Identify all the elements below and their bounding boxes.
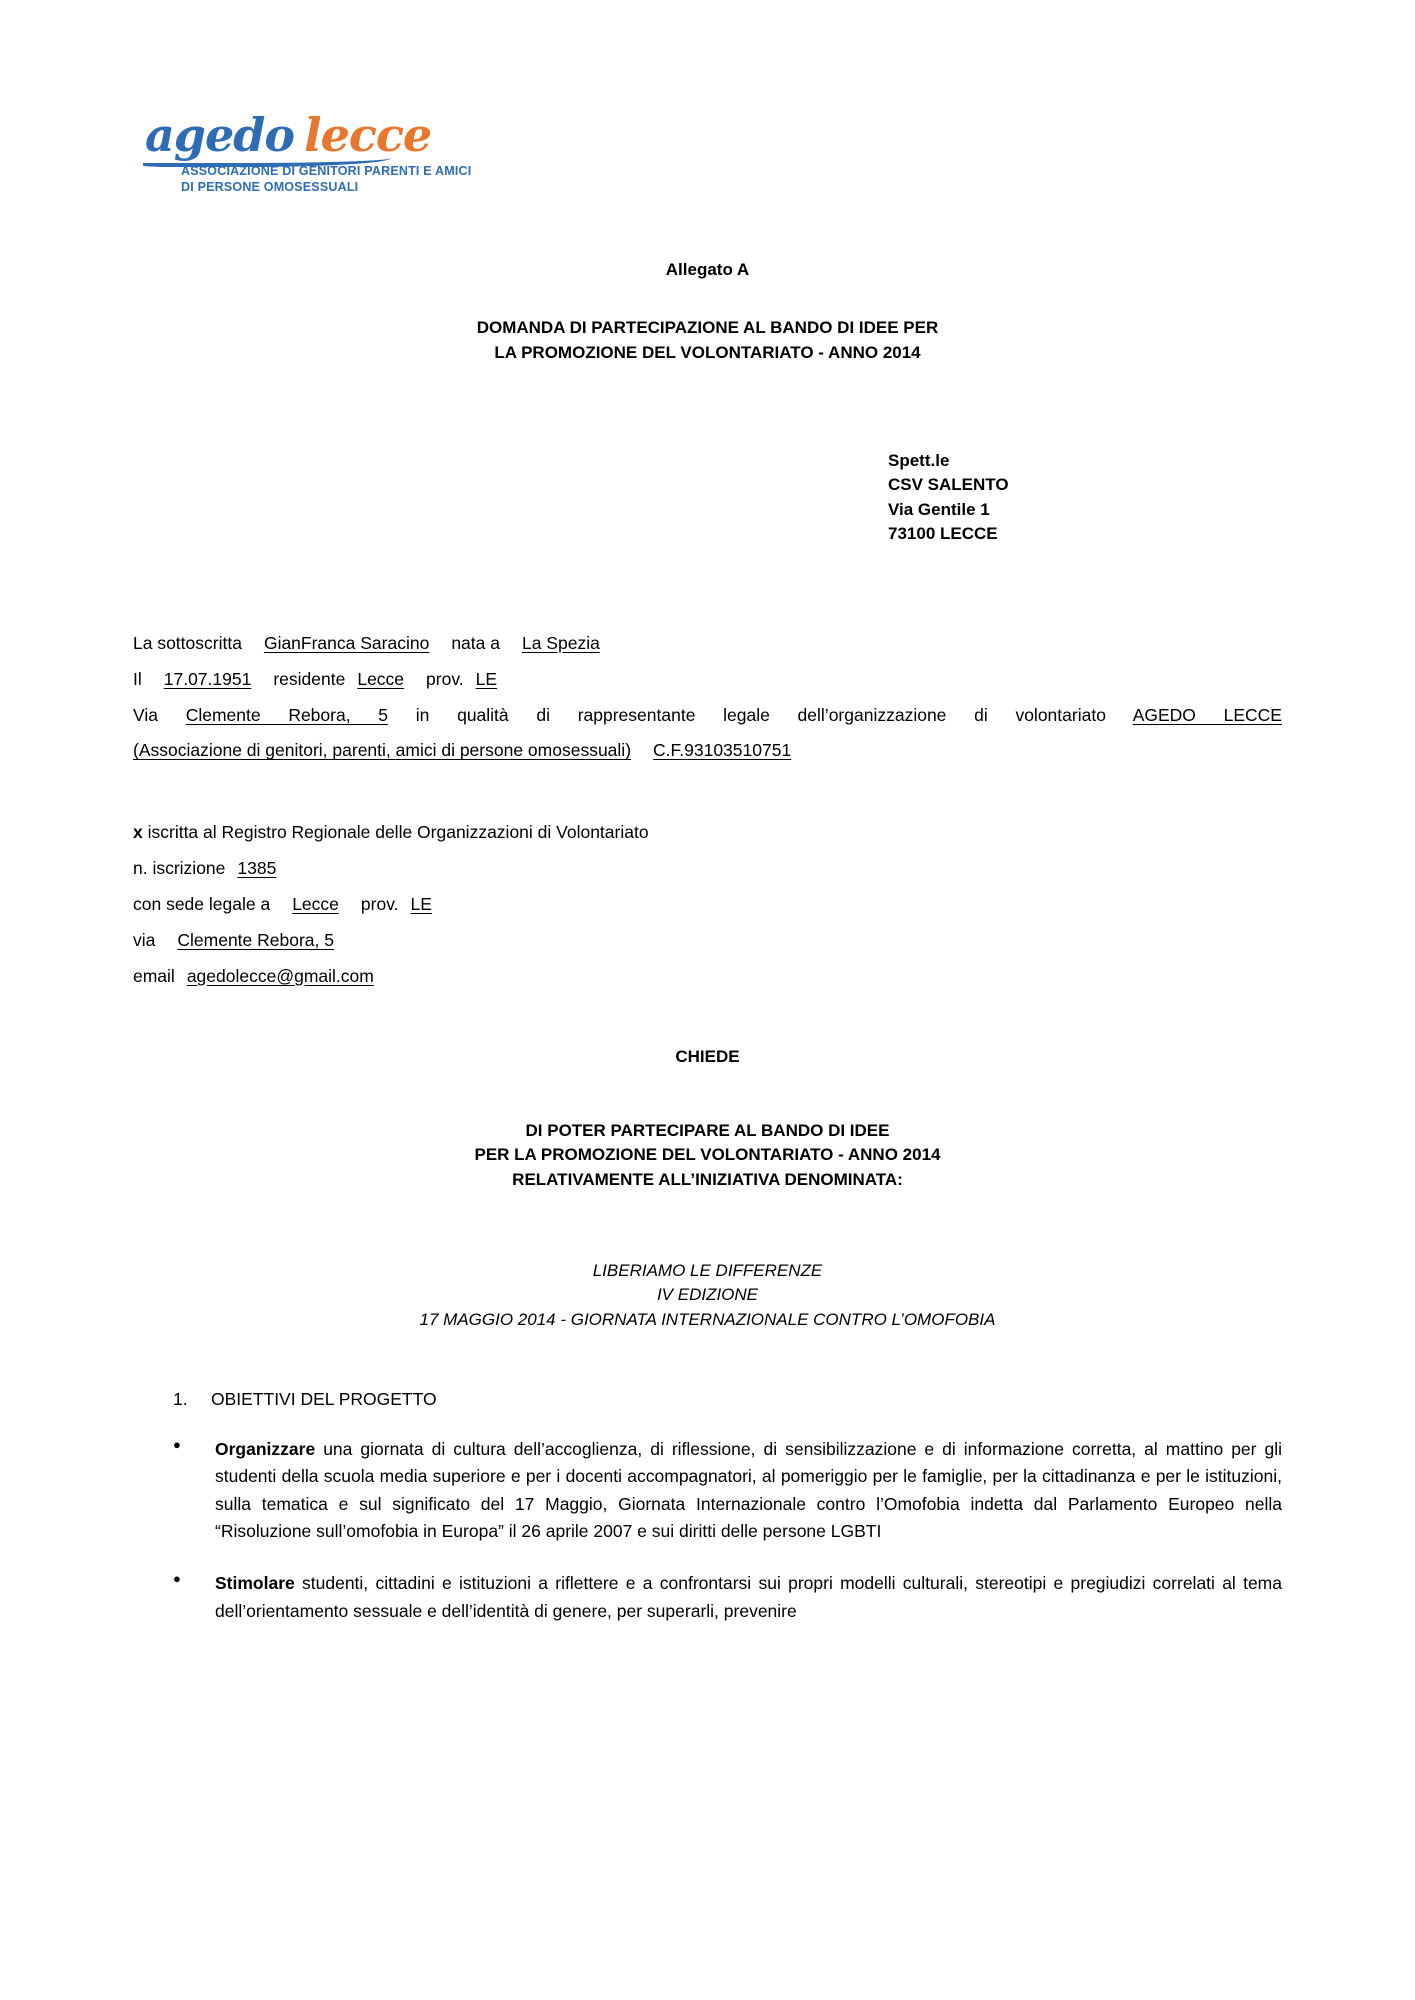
registry-enrollment-line: [133, 815, 1282, 851]
request-line-3: RELATIVAMENTE ALL’INIZIATIVA DENOMINATA:: [512, 1169, 903, 1189]
objectives-list: [133, 1436, 1282, 1626]
value-email: agedolecce@gmail.com: [186, 965, 374, 986]
applicant-details: [133, 626, 1282, 770]
section-heading-text: OBIETTIVI DEL PROGETTO: [211, 1388, 437, 1409]
logo-subtitle-line2: DI PERSONE OMOSESSUALI: [181, 180, 359, 194]
label-nata-a: nata a: [451, 632, 500, 653]
initiative-line-1: LIBERIAMO LE DIFFERENZE: [592, 1260, 823, 1280]
logo-word-agedo: agedo: [145, 108, 295, 162]
value-organization-name: AGEDO LECCE: [1132, 704, 1282, 725]
organization-logo: [133, 0, 1282, 224]
registry-street-line: [133, 923, 1282, 959]
list-item: [173, 1436, 1282, 1547]
label-qualita: in qualità di rappresentante legale dell’organizzazione di volontariato: [415, 704, 1106, 725]
label-prov: prov.: [426, 668, 464, 689]
registry-details: [133, 815, 1282, 994]
value-seat-street: Clemente Rebora, 5: [177, 929, 334, 950]
request-line-1: DI POTER PARTECIPARE AL BANDO DI IDEE: [525, 1120, 890, 1140]
bullet-text-1: una giornata di cultura dell’accoglienza, di riflessione, di sensibilizzazione e di informazione corretta, al mattino per gli studenti della scuola media superiore e per i docenti accompagnatori, al pomeriggio per le famiglie, per la cittadinanza e per le istituzioni, sulla tematica e sul significato del 17 Maggio, Giornata Internazionale contro l’Omofobia indetta dal Parlamento Europeo nella “Risoluzione sull’omofobia in Europa” il 26 aprile 2007 e sui diritti delle persone LGBTI: [215, 1438, 1282, 1542]
organization-fullname-line: [133, 733, 1282, 769]
logo-word-lecce: lecce: [304, 108, 432, 162]
recipient-address: [888, 449, 1282, 546]
registry-email-line: [133, 959, 1282, 995]
value-organization-fullname: (Associazione di genitori, parenti, amici di persone omosessuali): [133, 740, 632, 761]
request-keyword: CHIEDE: [675, 1046, 740, 1066]
list-item: [173, 1570, 1282, 1625]
value-fiscal-code: C.F.93103510751: [653, 740, 792, 761]
label-seat-prov: prov.: [360, 894, 399, 915]
value-birth-place: La Spezia: [521, 632, 600, 653]
recipient-line-3: Via Gentile 1: [888, 499, 990, 519]
bullet-lead-2: Stimolare: [215, 1573, 295, 1594]
label-seat-street: via: [133, 929, 156, 950]
value-street-address: Clemente Rebora, 5: [185, 704, 389, 725]
initiative-line-2: IV EDIZIONE: [656, 1285, 759, 1305]
label-registry-number: n. iscrizione: [133, 858, 226, 879]
document-title-line2: LA PROMOZIONE DEL VOLONTARIATO - ANNO 2014: [494, 342, 921, 362]
value-registry-number: 1385: [237, 858, 277, 879]
label-residente: residente: [273, 668, 346, 689]
recipient-line-2: CSV SALENTO: [888, 475, 1009, 495]
initiative-line-3: 17 MAGGIO 2014 - GIORNATA INTERNAZIONALE CONTRO L’OMOFOBIA: [419, 1309, 996, 1329]
bullet-lead-1: Organizzare: [215, 1438, 316, 1459]
logo-subtitle-line1: ASSOCIAZIONE DI GENITORI PARENTI E AMICI: [181, 164, 472, 178]
document-title-line1: DOMANDA DI PARTECIPAZIONE AL BANDO DI IDEE PER: [476, 318, 939, 337]
document-title: [133, 316, 1282, 365]
section-heading: [133, 1389, 1282, 1410]
value-legal-seat-city: Lecce: [292, 894, 339, 915]
request-body: [133, 1119, 1282, 1193]
value-applicant-name: GianFranca Saracino: [263, 632, 430, 653]
value-birth-date: 17.07.1951: [163, 668, 252, 689]
label-email: email: [133, 965, 175, 986]
label-via: Via: [133, 704, 158, 725]
registry-enrollment-text: iscritta al Registro Regionale delle Organizzazioni di Volontariato: [147, 822, 649, 843]
recipient-line-4: 73100 LECCE: [888, 523, 998, 543]
label-sottoscritta: La sottoscritta: [133, 632, 242, 653]
initiative-title: [133, 1259, 1282, 1333]
value-seat-prov: LE: [410, 894, 432, 915]
registry-marker: x: [133, 822, 143, 843]
value-residence-city: Lecce: [357, 668, 405, 689]
registry-seat-line: [133, 887, 1282, 923]
label-il: Il: [133, 668, 142, 689]
value-residence-prov: LE: [475, 668, 498, 689]
applicant-birth-residence-line: [133, 662, 1282, 698]
applicant-address-role-line: [133, 698, 1282, 734]
request-line-2: PER LA PROMOZIONE DEL VOLONTARIATO - ANNO 2014: [474, 1145, 941, 1165]
attachment-label: Allegato A: [665, 260, 750, 279]
bullet-text-2: studenti, cittadini e istituzioni a riflettere e a confrontarsi sui propri modelli culturali, stereotipi e pregiudizi correlati al tema dell’orientamento sessuale e dell’identità di genere, per superarli, prevenire: [215, 1573, 1282, 1621]
registry-number-line: [133, 851, 1282, 887]
applicant-name-line: [133, 626, 1282, 662]
recipient-line-1: Spett.le: [888, 451, 950, 471]
label-legal-seat: con sede legale a: [133, 894, 271, 915]
section-number: 1.: [173, 1388, 188, 1409]
